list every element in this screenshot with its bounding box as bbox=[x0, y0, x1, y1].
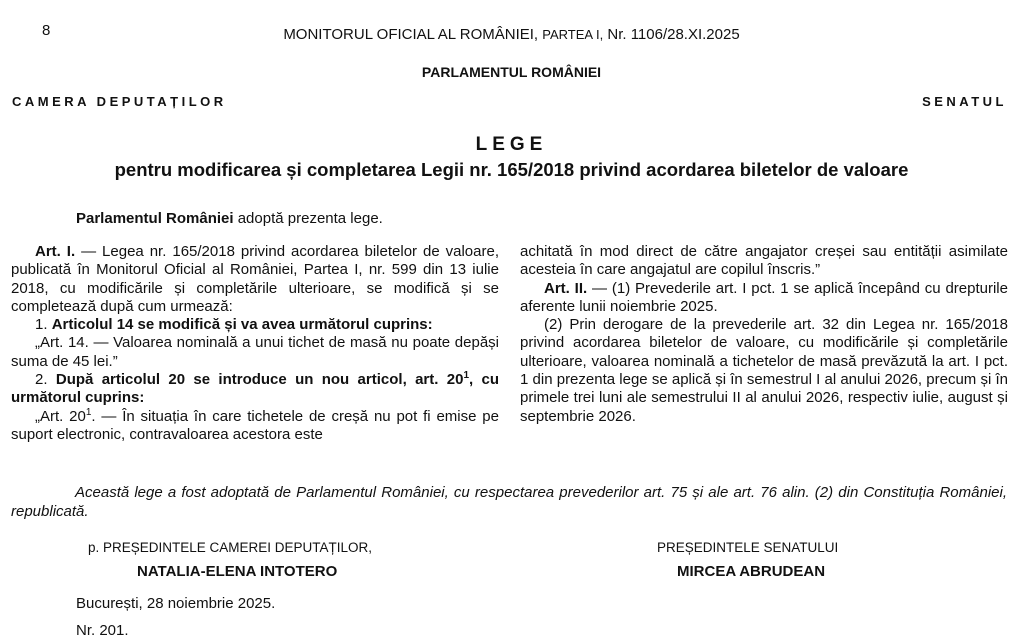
item-2-quote-part-b: . — În situația în care tichetele de creșă nu pot fi emise pe suport electronic, contravaloarea acestora este bbox=[11, 407, 499, 443]
article-2-paragraph-1 bbox=[520, 280, 1008, 317]
article-2-paragraph-2: (2) Prin derogare de la prevederile art. 32 din Legea nr. 165/2018 privind acordarea biletelor de valoare, cu modificările și completările ulterioare, valoarea nominală a tichetelor de masă prevăzută la art. I pct. 1 din prezenta lege se aplică și în semestrul I al anului 2026, precum și în primele trei luni ale semestrului II al anului 2026, respectiv iulie, august și septembrie 2026. bbox=[520, 316, 1008, 425]
adoption-subject: Parlamentul României bbox=[76, 210, 234, 227]
item-2-heading-part-a: După articolul 20 se introduce un nou articol, art. 20 bbox=[55, 371, 464, 389]
signatory-left-name: NATALIA-ELENA INTOTERO bbox=[137, 563, 338, 580]
item-2-heading-superscript: 1 bbox=[463, 370, 469, 382]
page-number: 8 bbox=[42, 22, 51, 39]
item-2-quote bbox=[11, 408, 499, 445]
item-2-quote-superscript: 1 bbox=[85, 406, 92, 418]
law-number: Nr. 201. bbox=[76, 622, 129, 639]
item-2-heading-text bbox=[11, 371, 499, 406]
item-1-number: 1. bbox=[35, 316, 48, 334]
parliament-heading: PARLAMENTUL ROMÂNIEI bbox=[421, 64, 602, 80]
running-header bbox=[0, 26, 1023, 43]
signatory-right-role: PREȘEDINTELE SENATULUI bbox=[657, 540, 839, 555]
gazette-number: Nr. 1106/28.XI.2025 bbox=[607, 26, 740, 43]
item-2-number: 2. bbox=[35, 371, 48, 389]
right-column bbox=[520, 243, 1008, 426]
item-2-quote-part-a: „Art. 20 bbox=[35, 407, 86, 425]
gazette-title: MONITORUL OFICIAL AL ROMÂNIEI, bbox=[283, 26, 539, 43]
item-2-heading-part-b: , cu următorul cuprins: bbox=[11, 371, 500, 407]
item-1-heading-text: Articolul 14 se modifică și va avea următorul cuprins: bbox=[51, 316, 433, 334]
left-column bbox=[11, 243, 499, 444]
item-2-heading bbox=[11, 371, 499, 408]
article-2-para-1-text: — (1) Prevederile art. I pct. 1 se aplică începând cu drepturile aferente lunii noiembrie 2025. bbox=[520, 279, 1008, 315]
article-1-text: — Legea nr. 165/2018 privind acordarea biletelor de valoare, publicată în Monitorul Oficial al României, Partea I, nr. 599 din 13 iulie 2018, cu modificările și completările ulterioare, se modifică și se completează după cum urmează: bbox=[11, 243, 499, 315]
law-title: pentru modificarea și completarea Legii nr. 165/2018 privind acordarea biletelor de valoare bbox=[114, 159, 909, 180]
continuation-paragraph: achitată în mod direct de către angajator creșei sau entității asimilate acesteia în care angajatul are copilul înscris.” bbox=[520, 243, 1008, 279]
item-1-heading bbox=[11, 316, 499, 334]
chamber-heading: CAMERA DEPUTAȚILOR bbox=[12, 94, 227, 109]
article-1-paragraph bbox=[11, 243, 499, 316]
closing-statement: Această lege a fost adoptată de Parlamentul României, cu respectarea prevederilor art. 75 și ale art. 76 alin. (2) din Constituția României, republicată. bbox=[11, 484, 1007, 520]
article-2-label: Art. II. bbox=[544, 279, 588, 297]
signatory-left-role: p. PREȘEDINTELE CAMEREI DEPUTAȚILOR, bbox=[88, 540, 373, 555]
article-1-label: Art. I. bbox=[35, 243, 76, 260]
law-type-heading: LEGE bbox=[475, 134, 548, 155]
signatory-right-name: MIRCEA ABRUDEAN bbox=[677, 563, 826, 580]
item-1-quote: „Art. 14. — Valoarea nominală a unui tichet de masă nu poate depăși suma de 45 lei.” bbox=[11, 334, 499, 370]
adoption-rest: adoptă prezenta lege. bbox=[237, 210, 383, 227]
place-and-date: București, 28 noiembrie 2025. bbox=[76, 595, 276, 612]
senate-heading: SENATUL bbox=[922, 94, 1007, 109]
adoption-formula bbox=[76, 210, 383, 227]
gazette-part: PARTEA I, bbox=[542, 27, 604, 42]
